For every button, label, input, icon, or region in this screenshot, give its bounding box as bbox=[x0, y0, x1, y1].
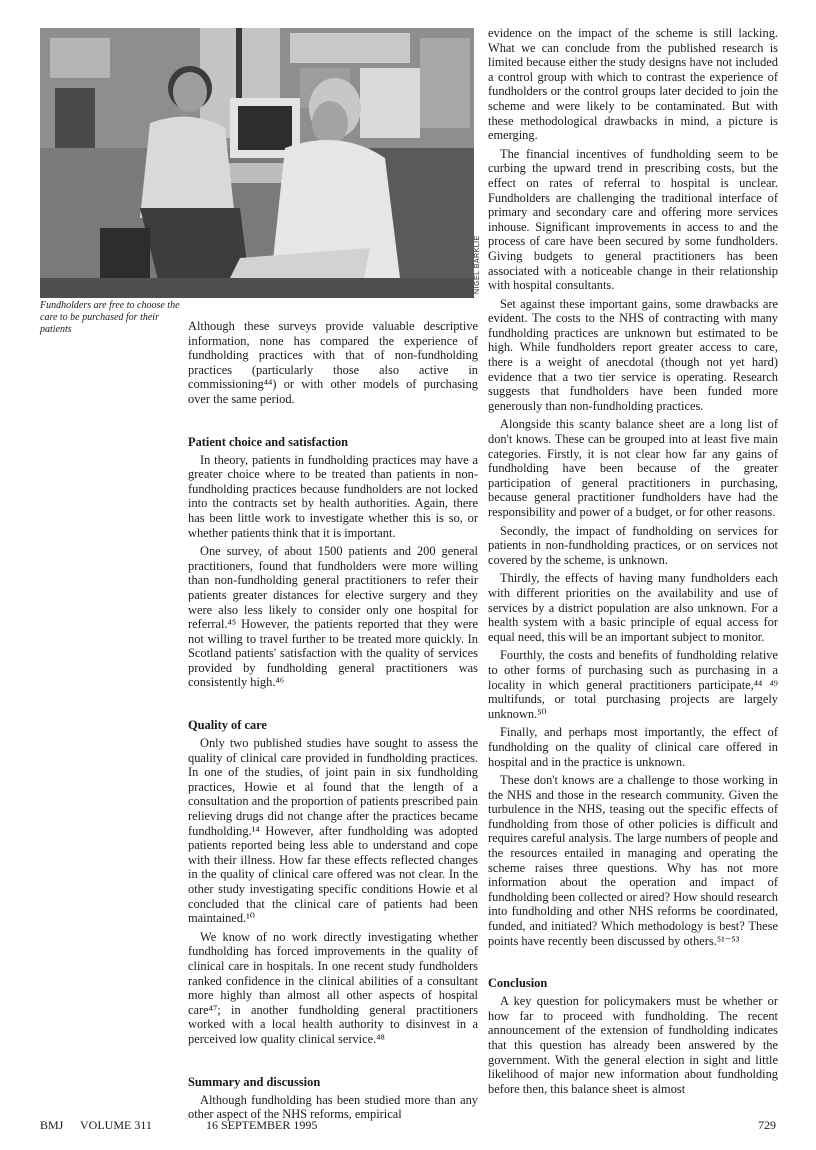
paragraph: A key question for policymakers must be whether or how far to proceed with fundholding. The recent announcement of the extension of fundholding indicates that this question has already been answered by the government. With the general election in sight and little likelihood of major new information about fundholding before then, this balance sheet is almost bbox=[488, 994, 778, 1096]
journal-name: BMJ bbox=[40, 1118, 64, 1132]
volume-number: VOLUME 311 bbox=[80, 1118, 152, 1132]
section-heading: Conclusion bbox=[488, 976, 548, 991]
left-column bbox=[188, 319, 478, 1122]
paragraph: We know of no work directly investigating whether fundholding has forced improvements in the quality of clinical care in hospitals. In one recent study fundholders ranked confidence in the clinical abilities of a consultant more highly than almost all other aspects of hospital care⁴⁷; in another fundholding general practitioners worked with a local health authority to disinvest in a perceived low quality clinical service.⁴⁸ bbox=[188, 929, 478, 1046]
paragraph: Set against these important gains, some drawbacks are evident. The costs to the NHS of contracting with many fundholding practices are unknown but estimated to be high. While fundholders report greater access to care, there is a weight of anecdotal (though not yet hard) evidence that a two tier service is operating. Research suggests that fundholders have been funded more generously than non-fundholding practices. bbox=[488, 296, 778, 413]
section-heading: Quality of care bbox=[188, 718, 267, 733]
photo-credit: NIGEL BARKLIE bbox=[474, 235, 481, 295]
paragraph: evidence on the impact of the scheme is still lacking. What we can conclude from the published research is limited because either the study designs have not included a control group with which to contrast the experience of fundholders or the control groups later decided to join the scheme and were likely to be contaminated. But with these methodological drawbacks in mind, a picture is emerging. bbox=[488, 26, 778, 143]
paragraph: The financial incentives of fundholding seem to be curbing the upward trend in prescribing costs, but the effect on rates of referral to hospital is unclear. Fundholders are challenging the traditional interface of primary and secondary care and offering more services inhouse. Significant improvements in access to and the process of care have been secured by some fundholders. Giving budgets to general practitioners has been associated with a noticeable change in their relationship with hospital consultants. bbox=[488, 146, 778, 293]
page-number: 729 bbox=[758, 1118, 776, 1132]
right-column bbox=[488, 26, 778, 1096]
paragraph: Thirdly, the effects of having many fundholders each with different priorities on the availability and use of services by a district population are also unknown. For a health system with a basic principle of equal access for equal need, this will be an important subject to monitor. bbox=[488, 571, 778, 644]
paragraph: In theory, patients in fundholding practices may have a greater choice where to be treated than patients in non-fundholding practices because fundholders are not locked into the contracts set by health authorities. Again, there has been little work to investigate whether this is so, or whether patients think that it is important. bbox=[188, 452, 478, 540]
paragraph: Although fundholding has been studied more than any other aspect of the NHS reforms, empirical bbox=[188, 1092, 478, 1122]
photo-doctor-consultation-icon bbox=[40, 28, 474, 298]
paragraph: One survey, of about 1500 patients and 200 general practitioners, found that fundholders were more willing than non-fundholding general practitioners to refer their patients greater distances for elective surgery and they were also less likely to consider only one hospital for referral.⁴⁵ However, the patients reported that they were not willing to travel further to be treated more quickly. In Scotland patients' satisfaction with the quality of services provided by fundholding general practitioners was consistently high.⁴⁶ bbox=[188, 544, 478, 690]
photograph bbox=[40, 28, 474, 298]
paragraph: Alongside this scanty balance sheet are a long list of don't knows. These can be grouped into at least five main categories. Firstly, it is not clear how far any gains of fundholding have been because of the greater participation of general practitioners in purchasing, because general practitioner fundholders have had the responsibility and power of a budget, or for other reasons. bbox=[488, 417, 778, 519]
section-heading: Patient choice and satisfaction bbox=[188, 434, 349, 449]
paragraph: Secondly, the impact of fundholding on services for patients in non-fundholding practices, or on services not covered by the scheme, is unknown. bbox=[488, 523, 778, 567]
figure-caption: Fundholders are free to choose the care to be purchased for their patients bbox=[40, 300, 180, 335]
page-footer bbox=[40, 1118, 776, 1136]
intro-paragraph: Although these surveys provide valuable descriptive information, none has compared the experience of fundholding practices with that of non-fundholding practices (particularly those also active in commissioning⁴⁴) or with other models of purchasing over the same period. bbox=[188, 319, 478, 406]
paragraph: Only two published studies have sought to assess the quality of clinical care provided in fundholding practices. In one of the studies, of joint pain in six fundholding practices, Howie et al found that the length of a consultation and the proportion of patients prescribed pain relieving drugs did not change after the practices became fundholding.¹⁴ However, after fundholding was adopted patients reported being less able to understand and cope with their illness. How far these effects reflected changes in the quality of clinical care offered was not clear. In the other study investigating specific conditions Howie et al concluded that the clinical care of patients had been maintained.¹⁰ bbox=[188, 736, 478, 926]
paragraph: Finally, and perhaps most importantly, the effect of fundholding on the quality of clinical care offered in hospital and in the practice is unknown. bbox=[488, 725, 778, 769]
issue-date: 16 SEPTEMBER 1995 bbox=[206, 1118, 318, 1132]
paragraph: Fourthly, the costs and benefits of fundholding relative to other forms of purchasing such as purchasing in a locality in which general practitioners participate,⁴⁴ ⁴⁹ multifunds, or total purchasing projects are largely unknown.⁵⁰ bbox=[488, 648, 778, 721]
section-heading: Summary and discussion bbox=[188, 1074, 321, 1089]
paragraph: These don't knows are a challenge to those working in the NHS and those in the research community. Given the turbulence in the NHS, teasing out the specific effects of fundholding from those of other policies is difficult and requires careful analysis. The large numbers of people and the resources entailed in managing and operating the scheme raises three questions. Why has not more information about the operation and impact of fundholding been collected or aired? How should research into fundholding and other NHS reforms be coordinated, funded, and initiated? Which methodology is best? These points have recently been discussed by others.⁵¹⁻⁵³ bbox=[488, 773, 778, 948]
